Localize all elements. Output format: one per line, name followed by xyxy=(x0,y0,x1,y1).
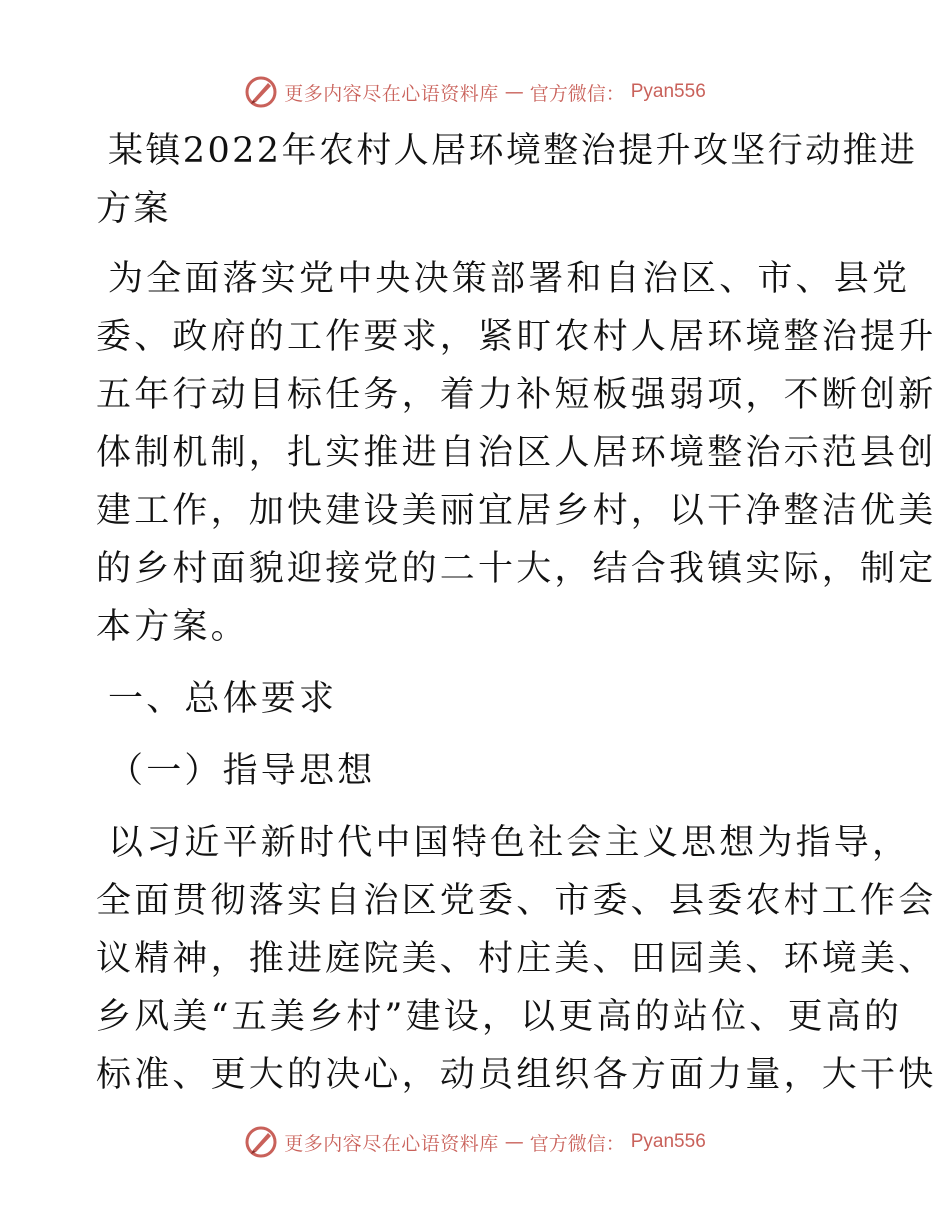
document-title-line-2: 方案 xyxy=(96,189,171,229)
intro-line-6: 的乡村面貌迎接党的二十大，结合我镇实际，制定 xyxy=(96,549,937,589)
watermark-wechat-id: Pyan556 xyxy=(630,1131,706,1152)
watermark-wechat-id: Pyan556 xyxy=(630,81,706,102)
guiding-line-1: 以习近平新时代中国特色社会主义思想为指导， xyxy=(108,823,911,863)
watermark-brand: 更多内容尽在心语资料库 xyxy=(284,1132,499,1155)
document-title-line-1: 某镇2022年农村人居环境整治提升攻坚行动推进 xyxy=(108,131,918,171)
intro-line-3: 五年行动目标任务，着力补短板强弱项，不断创新 xyxy=(96,375,937,415)
guiding-line-2: 全面贯彻落实自治区党委、市委、县委农村工作会 xyxy=(96,881,937,921)
intro-line-5: 建工作，加快建设美丽宜居乡村，以干净整洁优美 xyxy=(96,491,937,531)
watermark-brand: 更多内容尽在心语资料库 xyxy=(284,82,499,105)
intro-line-1: 为全面落实党中央决策部署和自治区、市、县党 xyxy=(108,259,911,299)
watermark-wechat-label: 官方微信： xyxy=(529,1132,625,1155)
footer-watermark xyxy=(0,1122,950,1162)
guiding-line-3: 议精神，推进庭院美、村庄美、田园美、环境美、 xyxy=(96,939,937,979)
quill-pen-logo-icon xyxy=(244,75,278,109)
quill-pen-logo-icon xyxy=(244,1125,278,1159)
guiding-line-5: 标准、更大的决心，动员组织各方面力量，大干快 xyxy=(96,1055,937,1095)
watermark-dash: — xyxy=(504,1131,524,1153)
subsection-heading: （一）指导思想 xyxy=(108,751,376,791)
intro-line-4: 体制机制，扎实推进自治区人居环境整治示范县创 xyxy=(96,433,937,473)
intro-line-2: 委、政府的工作要求，紧盯农村人居环境整治提升 xyxy=(96,317,937,357)
header-watermark xyxy=(0,72,950,112)
watermark-dash: — xyxy=(504,81,524,103)
document-body xyxy=(96,122,937,1104)
intro-line-7: 本方案。 xyxy=(96,607,249,647)
watermark-wechat-label: 官方微信： xyxy=(529,82,625,105)
section-heading: 一、总体要求 xyxy=(108,679,338,719)
guiding-line-4: 乡风美“五美乡村”建设，以更高的站位、更高的 xyxy=(96,997,903,1037)
